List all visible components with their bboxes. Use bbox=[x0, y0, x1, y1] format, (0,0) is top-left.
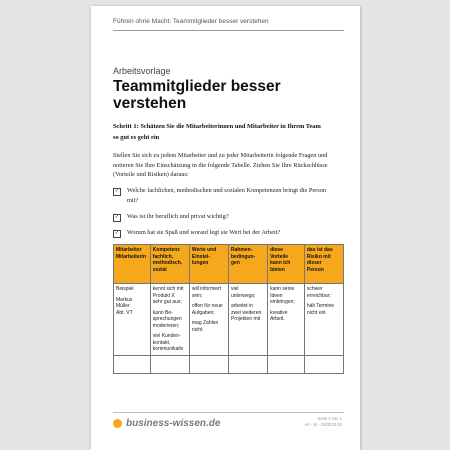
brand-logo[interactable] bbox=[113, 418, 220, 429]
table-cell[interactable] bbox=[150, 284, 189, 356]
cell-line: bieten bbox=[270, 266, 285, 273]
cell-line: sein; bbox=[191, 292, 203, 299]
document-page bbox=[91, 6, 360, 450]
cell-line: dieser bbox=[306, 260, 322, 266]
cell-line: Einstel- bbox=[191, 253, 210, 260]
page-number: Seite 1 von 1 bbox=[317, 416, 342, 421]
cell-line: zwei weiteren bbox=[230, 309, 262, 316]
cell-line: Risiko mit bbox=[306, 253, 331, 260]
step-heading: Schritt 1: Schätzen Sie die Mitarbeiterinnen und Mitarbeiter in Ihrem Team so gut es geht ein bbox=[113, 123, 321, 141]
header-cell-employee bbox=[114, 245, 151, 284]
cell-line: kontakt, bbox=[152, 339, 171, 346]
checklist-text: Welche fachlichen, methodischen und sozialen Kompetenzen bringt die Person mit? bbox=[127, 187, 327, 204]
document-code: AV - W - 04/2023 02 bbox=[304, 422, 342, 427]
table-row-empty bbox=[114, 355, 344, 373]
table-cell[interactable] bbox=[114, 284, 151, 356]
cell-line: nicht bbox=[191, 326, 203, 333]
logo-dot-icon bbox=[113, 419, 122, 428]
table-cell[interactable] bbox=[268, 355, 305, 373]
checkbox-icon: ✓ bbox=[114, 214, 120, 220]
cell-line: kreative bbox=[270, 309, 288, 316]
cell-line: kommunikativ bbox=[152, 346, 184, 352]
table-cell[interactable] bbox=[114, 355, 151, 373]
cell-line: fachlich, bbox=[152, 253, 174, 260]
checklist-text: Was ist ihr beruflich und privat wichtig? bbox=[127, 213, 229, 220]
cell-line: schwer bbox=[306, 286, 323, 292]
checklist-item bbox=[113, 228, 331, 238]
cell-line: will informiert bbox=[191, 286, 222, 292]
header-cell-advantages bbox=[268, 245, 305, 284]
table-row bbox=[114, 284, 344, 356]
cell-line: lungen bbox=[191, 260, 209, 266]
table-cell[interactable] bbox=[268, 284, 305, 356]
cell-line: bedingun- bbox=[230, 253, 256, 260]
cell-line: gen bbox=[230, 260, 240, 266]
cell-line: Markus bbox=[116, 296, 133, 303]
header-cell-values bbox=[189, 245, 228, 284]
cell-line: Person bbox=[306, 266, 324, 273]
cell-line: kann ich bbox=[270, 260, 291, 266]
cell-line: kann seine bbox=[270, 286, 295, 292]
document-type: Arbeitsvorlage bbox=[113, 66, 171, 76]
cell-line: viel Kunden- bbox=[152, 333, 181, 339]
cell-line: nicht ein bbox=[306, 309, 326, 316]
assessment-table bbox=[113, 244, 344, 374]
cell-line: unterwegs; bbox=[230, 292, 256, 299]
footer-divider bbox=[113, 412, 344, 413]
cell-line: Mitarbeiter bbox=[116, 247, 142, 253]
cell-line: sprechungen bbox=[152, 316, 182, 322]
cell-line: sehr gut aus; bbox=[152, 299, 182, 305]
cell-line: Müller bbox=[116, 303, 130, 309]
cell-line: sozial bbox=[152, 266, 167, 273]
cell-line: Ideen bbox=[270, 292, 283, 299]
cell-line: arbeitet in bbox=[230, 303, 253, 309]
table-header-row bbox=[114, 245, 344, 284]
header-divider bbox=[113, 30, 344, 31]
checklist-text: Worum hat sie Spaß und worauf legt sie Wert bei der Arbeit? bbox=[127, 229, 281, 236]
table-cell[interactable] bbox=[304, 355, 343, 373]
cell-line: Abt. VT bbox=[116, 309, 133, 316]
header-cell-conditions bbox=[228, 245, 267, 284]
cell-line: offen für neue bbox=[191, 303, 223, 309]
cell-line: moderieren; bbox=[152, 322, 180, 329]
cell-line: Produkt X bbox=[152, 292, 175, 299]
cell-line: hält Termine bbox=[306, 303, 335, 309]
cell-line: Aufgaben; bbox=[191, 309, 215, 316]
cell-line: diese bbox=[270, 247, 283, 253]
logo-text: business-wissen.de bbox=[126, 418, 221, 429]
cell-line: Mitarbeiterin bbox=[116, 253, 147, 260]
page-info bbox=[304, 416, 342, 428]
table-cell[interactable] bbox=[228, 284, 267, 356]
cell-line: einbringen; bbox=[270, 299, 295, 305]
cell-line: Beispiel bbox=[116, 286, 134, 292]
document-title: Teammitglieder besser verstehen bbox=[113, 78, 281, 112]
cell-line: Rahmen- bbox=[230, 247, 253, 253]
table-cell[interactable] bbox=[189, 284, 228, 356]
cell-line: Vorteile bbox=[270, 253, 289, 260]
table-cell[interactable] bbox=[228, 355, 267, 373]
table-cell[interactable] bbox=[304, 284, 343, 356]
cell-line: mag Zahlen bbox=[191, 320, 219, 326]
checkbox-icon: ✓ bbox=[114, 188, 120, 194]
cell-line: Projekten mit bbox=[230, 316, 261, 322]
cell-line: viel bbox=[230, 286, 239, 292]
cell-line: kann Be- bbox=[152, 309, 173, 316]
cell-line: erreichbar; bbox=[306, 292, 331, 299]
intro-paragraph: Stellen Sie sich zu jedem Mitarbeiter und zu jeder Mitarbeiterin folgende Fragen und notieren Sie Ihre Einschätzung in die folgende Tabelle. Ziehen Sie Ihre Rückschlüsse (Vorteile und Risiken) daraus: bbox=[113, 152, 328, 178]
cell-line: kennt sich mit bbox=[152, 286, 184, 292]
checklist-item bbox=[113, 212, 331, 222]
running-header: Führen ohne Macht: Teammitglieder besser verstehen bbox=[113, 18, 269, 25]
table-cell[interactable] bbox=[150, 355, 189, 373]
cell-line: Arbeit. bbox=[270, 316, 285, 322]
checkbox-icon: ✓ bbox=[114, 230, 120, 236]
cell-line: methodisch, bbox=[152, 260, 183, 266]
header-cell-competence bbox=[150, 245, 189, 284]
cell-line: Kompetenz bbox=[152, 247, 180, 253]
table-cell[interactable] bbox=[189, 355, 228, 373]
cell-line: das ist das bbox=[306, 247, 333, 253]
header-cell-risk bbox=[304, 245, 343, 284]
cell-line: Werte und bbox=[191, 247, 217, 253]
checklist-item bbox=[113, 186, 331, 205]
